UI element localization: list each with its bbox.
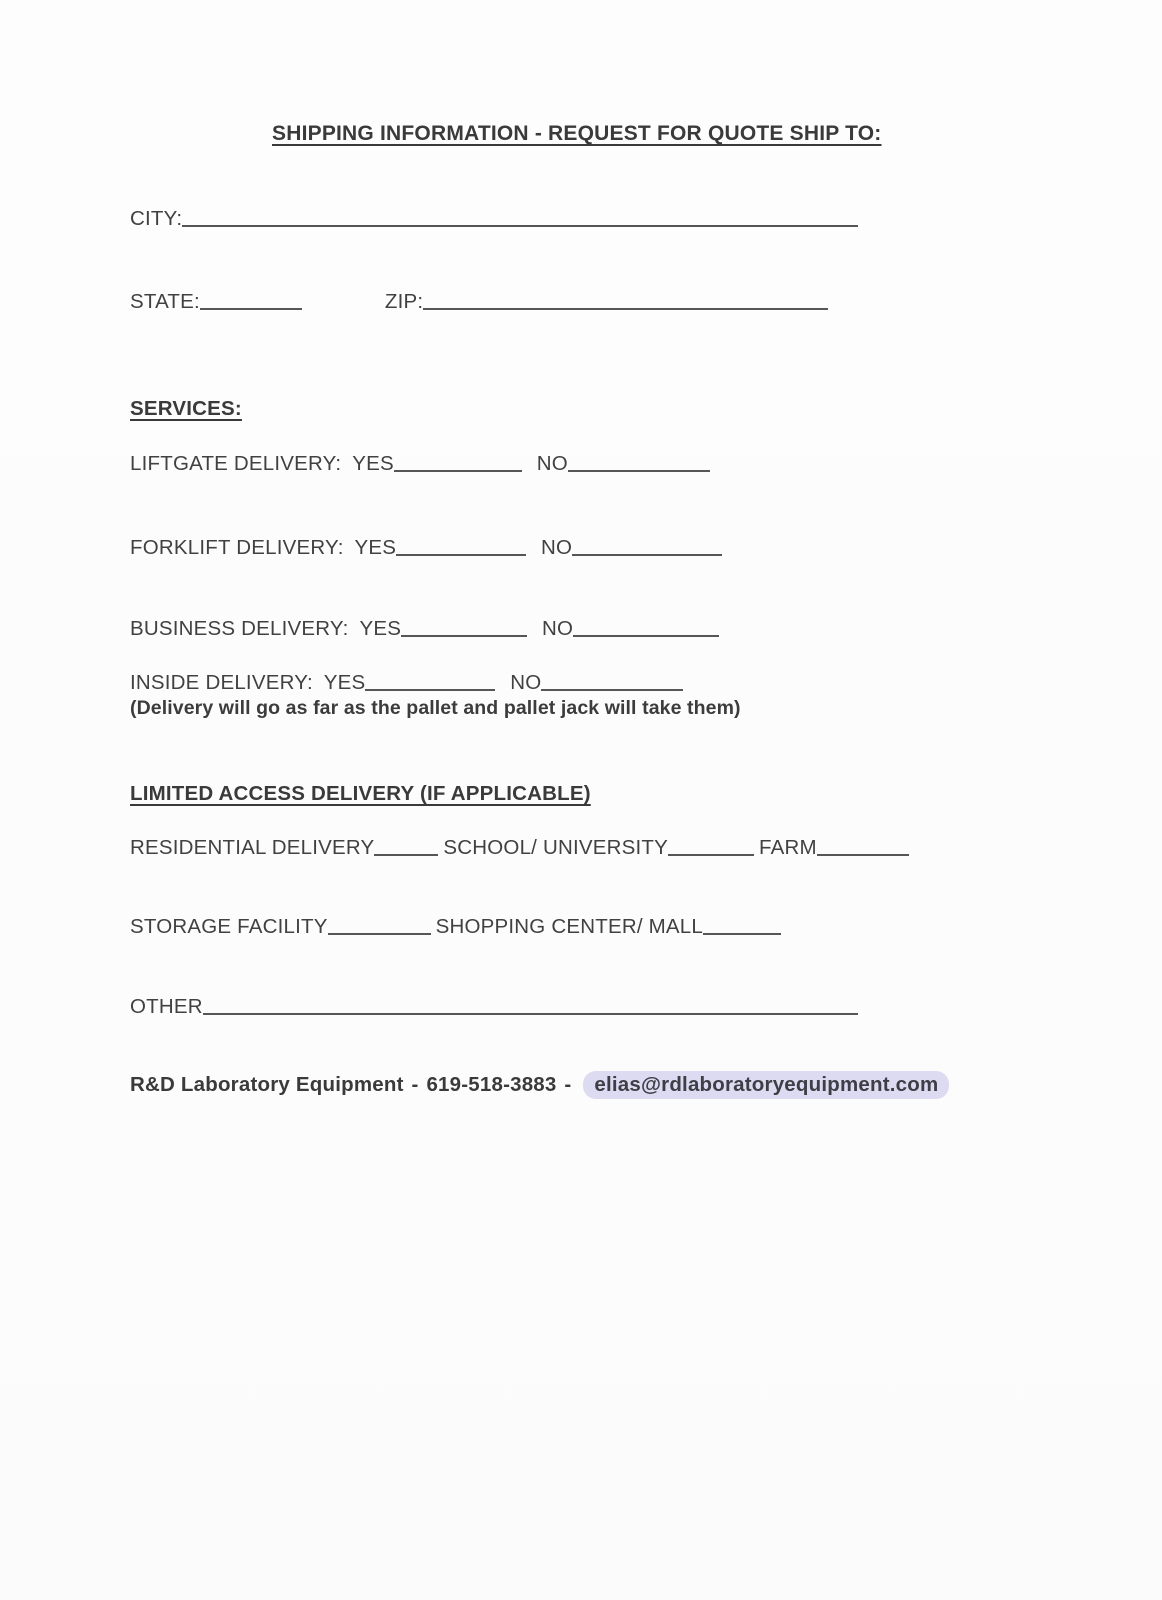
other-fill-line[interactable] [203, 1011, 858, 1015]
city-row [130, 207, 858, 231]
school-fill-line[interactable] [668, 852, 754, 856]
city-label: CITY: [130, 207, 183, 230]
liftgate-yes-line[interactable] [394, 468, 522, 472]
business-yes-line[interactable] [401, 633, 527, 637]
storage-fill-line[interactable] [328, 931, 431, 935]
inside-yes-line[interactable] [365, 687, 495, 691]
liftgate-no-line[interactable] [568, 468, 710, 472]
service-row-inside [130, 671, 683, 695]
inside-no-line[interactable] [541, 687, 683, 691]
shopping-fill-line[interactable] [703, 931, 781, 935]
inside-label: INSIDE DELIVERY: [130, 671, 313, 694]
state-label: STATE: [130, 290, 200, 313]
inside-yes-label: YES [323, 671, 366, 694]
footer-separator: - [564, 1073, 572, 1096]
business-label: BUSINESS DELIVERY: [130, 617, 349, 640]
state-zip-row [130, 290, 828, 314]
state-fill-line[interactable] [200, 306, 302, 310]
liftgate-label: LIFTGATE DELIVERY: [130, 452, 342, 475]
footer-contact-row [130, 1073, 949, 1097]
forklift-no-line[interactable] [572, 552, 722, 556]
business-no-label: NO [542, 617, 574, 640]
other-row [130, 995, 858, 1019]
form-title: SHIPPING INFORMATION - REQUEST FOR QUOTE SHIP TO: [272, 122, 882, 145]
city-fill-line[interactable] [182, 223, 858, 227]
limited-access-row-1 [130, 836, 909, 860]
farm-fill-line[interactable] [817, 852, 909, 856]
zip-fill-line[interactable] [423, 306, 828, 310]
service-row-liftgate [130, 452, 710, 476]
school-label: SCHOOL/ UNIVERSITY [443, 836, 668, 859]
farm-label: FARM [758, 836, 817, 859]
limited-access-heading: LIMITED ACCESS DELIVERY (IF APPLICABLE) [130, 782, 591, 805]
phone-number: 619-518-3883 [426, 1073, 557, 1096]
service-row-business [130, 617, 719, 641]
residential-label: RESIDENTIAL DELIVERY [130, 836, 375, 859]
zip-label: ZIP: [384, 290, 424, 313]
company-name: R&D Laboratory Equipment [130, 1073, 404, 1096]
forklift-no-label: NO [541, 536, 573, 559]
inside-delivery-note: (Delivery will go as far as the pallet and pallet jack will take them) [130, 697, 741, 719]
forklift-yes-line[interactable] [396, 552, 526, 556]
liftgate-no-label: NO [536, 452, 568, 475]
email-address: elias@rdlaboratoryequipment.com [583, 1071, 949, 1099]
forklift-yes-label: YES [354, 536, 397, 559]
footer-separator: - [411, 1073, 419, 1096]
inside-no-label: NO [510, 671, 542, 694]
business-no-line[interactable] [573, 633, 719, 637]
storage-label: STORAGE FACILITY [130, 915, 328, 938]
forklift-label: FORKLIFT DELIVERY: [130, 536, 344, 559]
shopping-label: SHOPPING CENTER/ MALL [435, 915, 703, 938]
other-label: OTHER [130, 995, 203, 1018]
services-heading: SERVICES: [130, 397, 242, 420]
service-row-forklift [130, 536, 722, 560]
limited-access-row-2 [130, 915, 781, 939]
business-yes-label: YES [359, 617, 402, 640]
residential-fill-line[interactable] [374, 852, 438, 856]
liftgate-yes-label: YES [352, 452, 394, 475]
